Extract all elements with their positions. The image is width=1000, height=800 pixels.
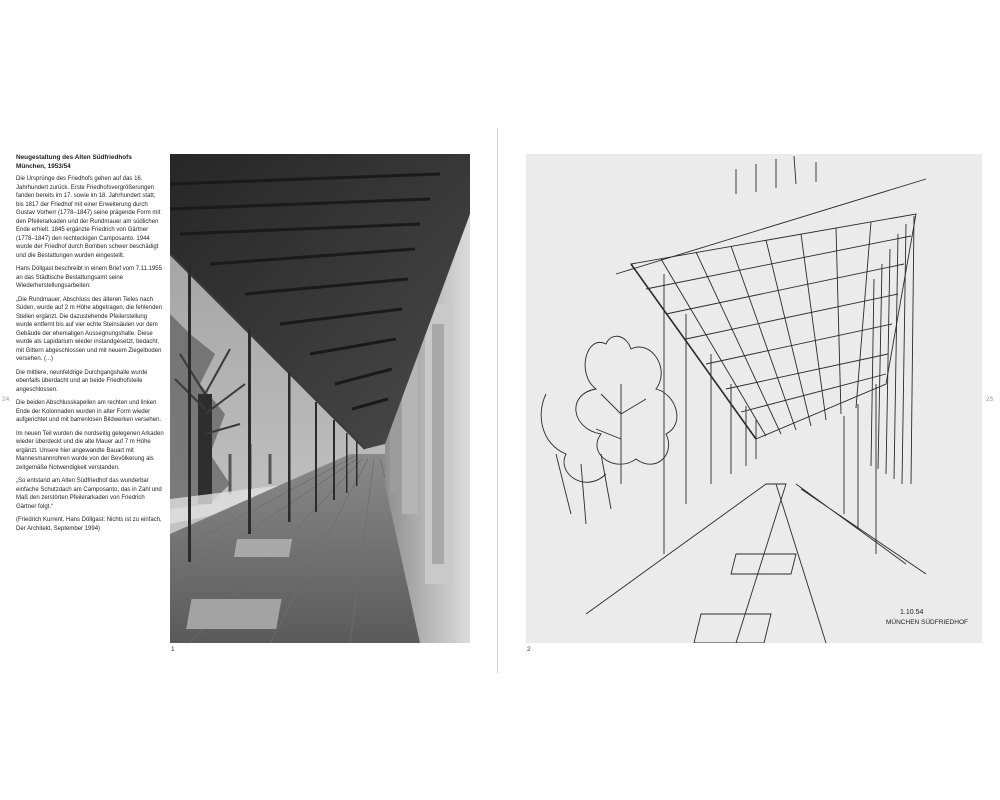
page-number-right: 25	[986, 396, 994, 403]
paragraph: Die beiden Abschlusskapellen am rechten und linken Ende der Kolonnaden wurden in alter Form wieder aufgerichtet und mit barrenlosen Bildwerken versehen.	[16, 400, 162, 424]
sketch-inscription-date: 1.10.54	[900, 609, 924, 616]
paragraph: „So entstand am Alten Südfriedhof das wunderbar einfache Schutzdach am Camposanto, das in Zahl und Maß den zerstörten Pfeilerarkaden von Friedrich Gärtner folgt.“	[16, 478, 162, 510]
colonnade-photo	[170, 154, 470, 643]
paragraph: Die Ursprünge des Friedhofs gehen auf das 16. Jahrhundert zurück. Erste Friedhofsvergrößerungen fanden bereits im 17. sowie im 18. Jahrhundert statt, bis 1817 der Friedhof mit einer Erweiterung durch Gustav Vorherr (1778–1847) seine prägende Form mit den Pfeilerarkaden und der Rundmauer am südlichen Ende erhielt. 1845 ergänzte Friedrich von Gärtner (1778–1847) den rechteckigen Camposanto. 1944 wurde der Friedhof durch Bomben schwer beschädigt und die Bestattungen wurden eingestellt.	[16, 176, 161, 259]
perspective-sketch	[526, 154, 982, 643]
paragraph: Im neuen Teil wurden die nordseitig gelegenen Arkaden wieder überdeckt und die alte Mauer auf 7 m Höhe ergänzt. Unsere hier angewandte Bauart mit Mannesmannrohren wurde von der Bevölkerung als zeitgemäße Notwendigkeit verstanden.	[16, 430, 164, 471]
paragraph: Hans Döllgast beschreibt in einem Brief vom 7.11.1955 an das Städtische Bestattungsamt seine Wiederherstellungsarbeiten:	[16, 266, 162, 290]
article-subtitle: München, 1953/54	[16, 162, 71, 170]
sketch-inscription-place: MÜNCHEN SÜDFRIEDHOF	[886, 619, 968, 626]
article-title: Neugestaltung des Alten Südfriedhofs	[16, 154, 132, 161]
paragraph: (Friedrich Kurrent, Hans Döllgast: Nichts ist zu einfach, Der Architekt, September 1994)	[16, 517, 162, 532]
figure-number-1: 1	[171, 646, 175, 653]
gutter-divider	[497, 128, 498, 673]
figure-number-2: 2	[527, 646, 531, 653]
paragraph: Die mittlere, neunfeldrige Durchgangshalle wurde ebenfalls überdacht und an beide Friedhofsteile angeschlossen.	[16, 369, 148, 393]
essay-column	[16, 154, 164, 538]
paragraph: „Die Rundmauer, Abschluss des älteren Teiles nach Süden, wurde auf 2 m Höhe abgetragen, die fehlenden Stellen ergänzt. Die dazustehende Pfeilerstellung wurde entfernt bis auf vier echte Steinsäulen vor dem Gebäude der ehemaligen Aussegnungshalle. Diese wurde als Lapidarium wieder instandgesetzt, bedacht, mit Gittern abgeschlossen und mit neuem Ziegelboden versehen. (...)	[16, 296, 163, 363]
page-number-left: 24	[2, 396, 10, 403]
